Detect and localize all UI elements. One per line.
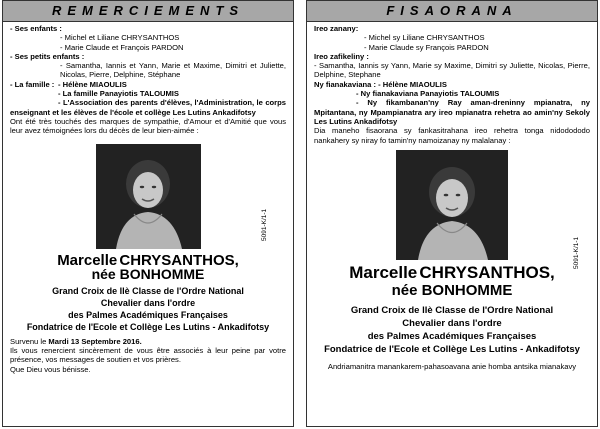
family-member: - Hélène MIAOULIS <box>58 79 127 89</box>
portrait-photo <box>96 144 201 249</box>
blessing-text: Andriamanitra manankarem-pahasoavana anie homba antsika mianakavy <box>327 362 577 372</box>
family-member: - Ny fianakaviana Panayiotis TALOUMIS <box>356 89 500 99</box>
portrait-photo <box>396 150 508 260</box>
death-date-line <box>10 337 286 346</box>
honor-title: des Palmes Académiques Françaises <box>367 331 537 343</box>
panel-header: FISAORANA <box>307 1 597 22</box>
notice-body <box>3 22 293 374</box>
grandchildren-list: - Samantha, Iannis et Yann, Marie et Maxime, Dimitri et Juliette, Nicolas, Pierre, Delphine, Stéphane <box>60 61 286 80</box>
malagasy-notice-panel <box>306 0 598 427</box>
honor-title: des Palmes Académiques Françaises <box>68 309 228 320</box>
honor-title: Grand Croix de llè Classe de l'Ordre National <box>52 285 244 296</box>
family-line: Ny fianakaviana : - Hélène MIAOULIS <box>314 79 447 89</box>
honor-title: Fondatrice de l'Ecole et Collège Les Lutins - Ankadifotsy <box>26 321 270 332</box>
association-line: - L'Association des parents d'élèves, l'Administration, le corps enseignant et les élèves de l'école et collège Les Lutins Ankadifotsy <box>10 98 286 117</box>
last-name: CHRYSANTHOS, <box>419 262 555 282</box>
grandchildren-label: - Ses petits enfants : <box>10 51 85 61</box>
french-notice-panel <box>2 0 294 427</box>
closing-text: Ils vous renercient sincèrement de vous être associés à leur peine par votre présence, vos messages de soutien et vos prières. <box>10 346 286 365</box>
association-line: - Ny fikambanan'ny Ray aman-dreninny mpianatra, ny Mpitantana, ny Mpampianatra ary ireo mpianatra rehetra ao amin'ny Sekoly Les Lutins Ankadifotsy <box>314 98 590 126</box>
family-row <box>10 80 286 89</box>
panel-header: REMERCIEMENTS <box>3 1 293 22</box>
first-name: Marcelle <box>349 262 418 282</box>
maiden-name: née BONHOMME <box>91 265 205 282</box>
honor-title: Chevalier dans l'ordre <box>402 318 502 330</box>
children-item: - Marie Claude et François PARDON <box>60 42 184 52</box>
reference-code: 5091-K/1-1 <box>573 236 580 269</box>
children-label: - Ses enfants : <box>10 24 62 33</box>
children-label: Ireo zanany: <box>314 24 359 33</box>
notice-body <box>307 22 597 371</box>
family-label: - La famille : <box>10 79 55 89</box>
children-item: - Michel et Liliane CHRYSANTHOS <box>60 33 180 43</box>
reference-code: 5091-K/1-1 <box>261 208 268 241</box>
thanks-text: Dia maneho fisaorana sy fankasitrahana ireo rehetra tonga nidodododo nankahery sy niray fo tamin'ny namoizanay ny malalanay : <box>314 126 590 145</box>
grandchildren-list: - Samantha, Iannis sy Yann, Marie sy Maxime, Dimitri sy Juliette, Nicolas, Pierre, Delphine, Stephane <box>314 61 590 80</box>
thanks-text: Ont été très touchés des marques de sympathie, d'Amour et d'Amitié que vous leur avez témoignées lors du décès de leur bien-aimée : <box>10 116 286 136</box>
last-name: CHRYSANTHOS, <box>119 251 239 269</box>
death-date: Mardi 13 Septembre 2016. <box>48 336 142 346</box>
honor-title: Grand Croix de llè Classe de l'Ordre National <box>350 305 554 317</box>
survenu-label: Survenu le <box>10 336 49 346</box>
maiden-name: née BONHOMME <box>391 282 513 300</box>
children-item: - Marie Claude sy François PARDON <box>364 42 489 52</box>
grandchildren-label: Ireo zafikeliny : <box>314 51 369 61</box>
children-item: - Michel sy Liliane CHRYSANTHOS <box>364 33 485 43</box>
honor-title: Fondatrice de l'Ecole et Collège Les Lutins - Ankadifotsy <box>324 344 580 356</box>
blessing-text: Que Dieu vous bénisse. <box>10 364 91 374</box>
deceased-name <box>314 262 590 282</box>
first-name: Marcelle <box>57 251 118 269</box>
family-member: - La famille Panayiotis TALOUMIS <box>58 89 179 99</box>
honor-title: Chevalier dans l'ordre <box>100 297 196 308</box>
